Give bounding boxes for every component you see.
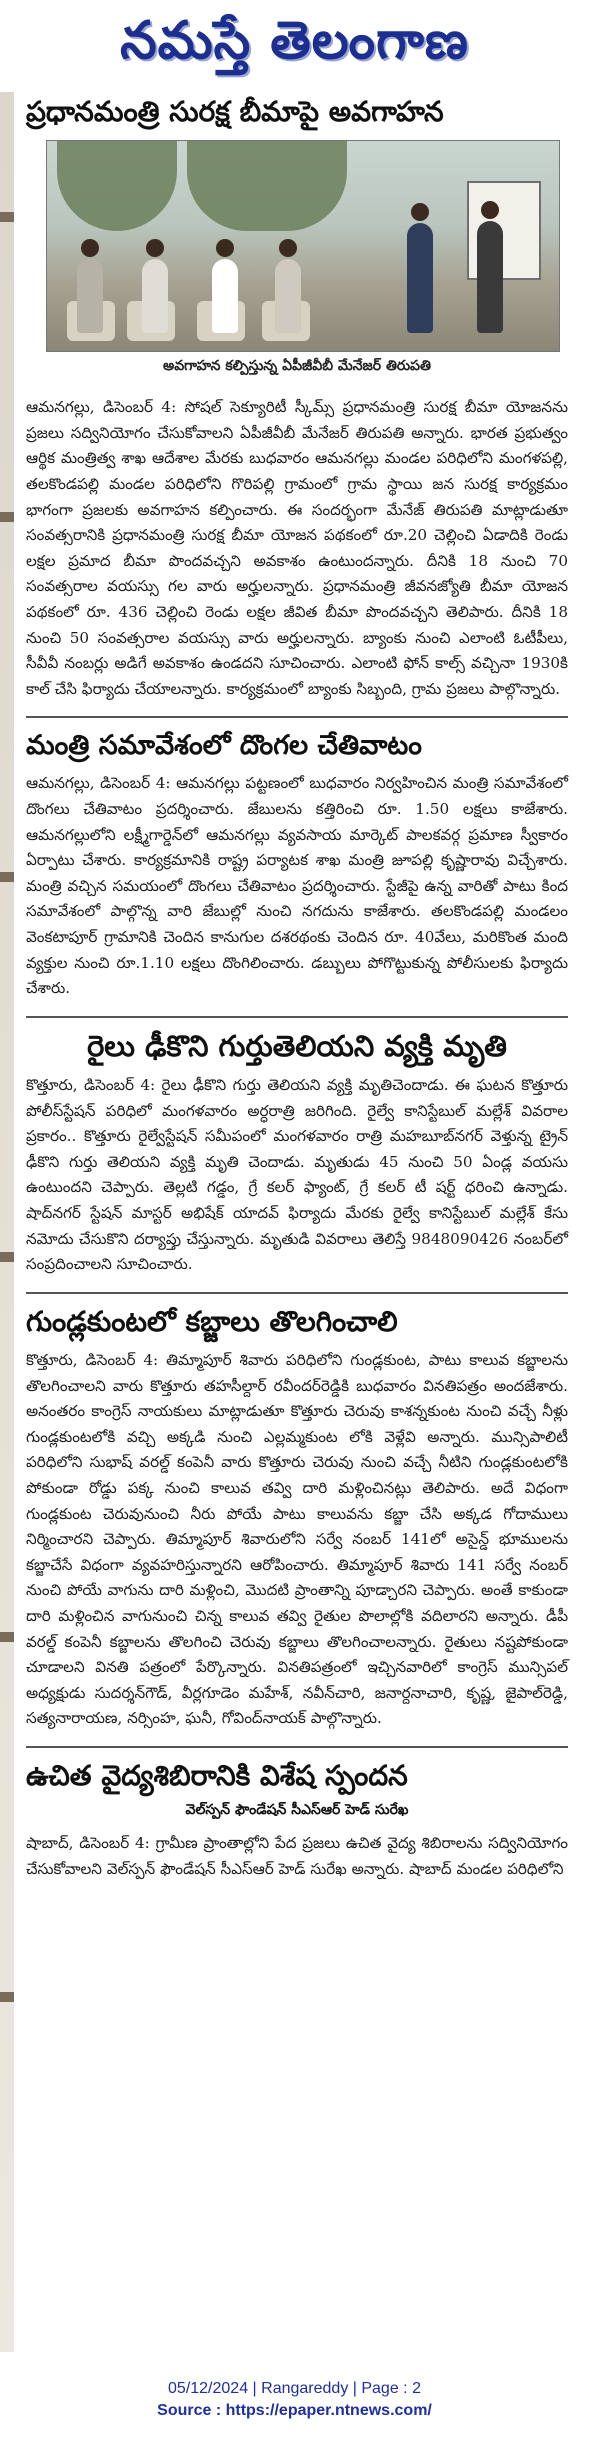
article-body: ఆమనగల్లు, డిసెంబర్ 4: సోషల్ సెక్యూరిటీ స్కీమ్స్ ప్రధానమంత్రి సురక్ష బీమా యోజనను ప్రజలు సద్వినియోగం చేసుకోవాలని ఏపీజీవీబీ మేనేజర్ తిరుపతి అన్నారు. భారత ప్రభుత్వం ఆర్థిక మంత్రిత్వ శాఖ ఆదేశాల మేరకు బుధవారం ఆమనగల్లు మండల పరిధిలోని మంగళపల్లి, తలకొండపల్లి మండల పరిధిలోని గొరిపల్లి గ్రామంలో గ్రామ స్థాయి జన సురక్ష కార్యక్రమం భాగంగా ప్రజలకు అవగాహన కల్పించారు. ఈ సందర్భంగా మేనేజ్ తిరుపతి మాట్లాడుతూ సంవత్సరానికి ప్రధానమంత్రి సురక్ష బీమా యోజన పథకంలో రూ.20 చెల్లించి ఏడాదికి రెండు లక్షల ప్రమాద బీమా పొందవచ్చని అవకాశం ఉంటుందన్నారు. దీనికి 18 నుంచి 70 సంవత్సరాల వయస్సు గల వారు అర్హులన్నారు. ప్రధానమంత్రి జీవనజ్యోతి బీమా యోజన పథకంలో రూ. 436 చెల్లించి రెండు లక్షల జీవిత బీమా పొందవచ్చని తెలిపారు. దీనికి 18 నుంచి 50 సంవత్సరాల వయస్సు వారు అర్హులన్నారు. బ్యాంకు నుంచి ఎలాంటి ఓటీపీలు, సీవీవీ నంబర్లు అడిగే అవకాశం ఉండదని సూచించారు. ఎలాంటి ఫోన్ కాల్స్ వచ్చినా 1930కి కాల్ చేసి ఫిర్యాదు చేయాలన్నారు. కార్యక్రమంలో బ్యాంకు సిబ్బంది, గ్రామ ప్రజలు పాల్గొన్నారు. bbox=[26, 398, 568, 698]
article-headline: ఉచిత వైద్యశిబిరానికి విశేష స్పందన bbox=[26, 1758, 408, 1792]
seated-person bbox=[142, 259, 168, 333]
article-encroachment-removal bbox=[26, 1306, 568, 1732]
standing-person bbox=[407, 223, 433, 333]
person-head bbox=[279, 239, 297, 257]
article-byline: వెల్‌స్పన్ ఫౌండేషన్ సీఎస్‌ఆర్ హెడ్ సురేఖ bbox=[185, 1802, 409, 1819]
article-train-death bbox=[26, 1030, 568, 1278]
strip-mark bbox=[0, 212, 14, 222]
divider bbox=[26, 1016, 568, 1018]
divider bbox=[26, 1292, 568, 1294]
edition-info: 05/12/2024 | Rangareddy | Page : 2 bbox=[168, 2380, 421, 2397]
article-headline: ప్రధానమంత్రి సురక్ష బీమాపై అవగాహన bbox=[26, 95, 444, 128]
article-headline: రైలు ఢీకొని గుర్తుతెలియని వ్యక్తి మృతి bbox=[87, 1028, 507, 1063]
tree-shape bbox=[187, 141, 347, 231]
strip-mark bbox=[0, 512, 14, 522]
strip-mark bbox=[0, 1252, 14, 1262]
divider bbox=[26, 1746, 568, 1748]
person-head bbox=[216, 239, 234, 257]
tree-shape bbox=[57, 141, 177, 231]
article-column bbox=[26, 96, 568, 1882]
article-headline: మంత్రి సమావేశంలో దొంగల చేతివాటం bbox=[26, 730, 422, 762]
strip-mark bbox=[0, 872, 14, 882]
person-head bbox=[411, 203, 429, 221]
strip-mark bbox=[0, 1632, 14, 1642]
article-body: ఆమనగల్లు, డిసెంబర్ 4: ఆమనగల్లు పట్టణంలో బుధవారం నిర్వహించిన మంత్రి సమావేశంలో దొంగలు చేతివాటం ప్రదర్శించారు. జేబులను కత్తిరించి రూ. 1.50 లక్షలు కాజేశారు. ఆమనగల్లులోని లక్ష్మీగార్డెన్‌లో ఆమనగల్లు వ్యవసాయ మార్కెట్ పాలకవర్గ ప్రమాణ స్వీకారం ఏర్పాటు చేశారు. కార్యక్రమానికి రాష్ట్ర పర్యాటక శాఖ మంత్రి జూపల్లి కృష్ణారావు విచ్చేశారు. మంత్రి వచ్చిన సమయంలో దొంగలు చేతివాటం ప్రదర్శించారు. స్టేజీపై ఉన్న వారితో పాటు కింద సమావేశంలో పాల్గొన్న వారి జేబుల్లో నుంచి నగదును కాజేశారు. తలకొండపల్లి మండలం వెంకటాపూర్ గ్రామానికి చెందిన కానుగుల దశరథంకు చెందిన రూ. 40వేలు, మరికొంత మంది వ్యక్తుల నుంచి రూ.1.10 లక్షలు దొంగిలించారు. డబ్బులు పోగొట్టుకున్న పోలీసులకు ఫిర్యాదు చేశారు. bbox=[26, 774, 568, 998]
adjacent-page-strip bbox=[0, 92, 14, 2352]
person-head bbox=[146, 239, 164, 257]
article-photo bbox=[46, 140, 560, 352]
seated-person bbox=[77, 259, 103, 333]
article-medical-camp bbox=[26, 1760, 568, 1882]
article-body: షాబాద్, డిసెంబర్ 4: గ్రామీణ ప్రాంతాల్లోని పేద ప్రజలు ఉచిత వైద్య శిబిరాలను సద్వినియోగం చేసుకోవాలని వెల్‌స్పన్ ఫౌండేషన్ సీఎస్‌ఆర్ హెడ్ సురేఖ అన్నారు. షాబాద్ మండల పరిధిలోని bbox=[26, 1834, 568, 1878]
standing-person bbox=[477, 221, 503, 333]
seated-person bbox=[212, 259, 238, 333]
source-link[interactable]: Source : https://epaper.ntnews.com/ bbox=[157, 2402, 432, 2419]
article-body: కొత్తూరు, డిసెంబర్ 4: రైలు ఢీకొని గుర్తు తెలియని వ్యక్తి మృతిచెందాడు. ఈ ఘటన కొత్తూరు పోలీస్‌స్టేషన్ పరిధిలో మంగళవారం అర్ధరాత్రి జరిగింది. రైల్వే కానిస్టేబుల్ మల్లేశ్ వివరాల ప్రకారం.. కొత్తూరు రైల్వేస్టేషన్ సమీపంలో మంగళవారం రాత్రి మహబూబ్‌నగర్ వెళ్తున్న ట్రైన్ ఢీకొని గుర్తు తెలియని వ్యక్తి మృతి చెందాడు. మృతుడు 45 నుంచి 50 ఏండ్ల వయసు ఉంటుందని చెప్పారు. తెల్లటి గడ్డం, గ్రే కలర్ ఫ్యాంట్, గ్రే కలర్ టీ షర్ట్ ధరించి ఉన్నాడు. షాద్‌నగర్ స్టేషన్ మాస్టర్ అభిషేక్ యాదవ్ ఫిర్యాదు మేరకు రైల్వే కానిస్టేబుల్ మల్లేశ్ కేసు నమోదు చేసుకొని దర్యాప్తు చేస్తున్నారు. మృతుడి వివరాలు తెలిస్తే 9848090426 నంబర్‌లో సంప్రదించాలని సూచించారు. bbox=[26, 1076, 568, 1274]
divider bbox=[26, 716, 568, 718]
article-body: కొత్తూరు, డిసెంబర్ 4: తిమ్మాపూర్ శివారు పరిధిలోని గుండ్లకుంట, పాటు కాలువ కబ్జాలను తొలగించాలని వారు కొత్తూరు తహసీల్దార్ రవీందర్‌రెడ్డికి బుధవారం వినతిపత్రం అందజేశారు. అనంతరం కాంగ్రెస్ నాయకులు మాట్లాడుతూ కొత్తూరు చెరువు కాశన్నకుంట నుంచి వచ్చే నీళ్లు గుండ్లకుంటలోకి వచ్చి అక్కడి నుంచి ఎల్లమ్మకుంట లోకి వెళ్లేవి అన్నారు. మున్సిపాలిటీ పరిధిలోని సుభాష్ వరల్డ్ కంపెనీ వారు కొత్తూరు చెరువు నుంచి వచ్చే నీటిని గుండ్లకుంటలోకి పోకుండా రోడ్డు పక్క నుంచి కాలువ తవ్వి దారి మళ్లించినట్లు తెలిపారు. అదే విధంగా గుండ్లకుంట చెరువునుంచి నీరు పోయే పాటు కాలువను కబ్జా చేసి అక్కడ గోదాములు నిర్మించారని చెప్పారు. తిమ్మాపూర్ శివారులోని సర్వే నంబర్ 141లో అసైన్డ్ భూములను కబ్జాచేసే విధంగా వ్యవహరిస్తున్నారని ఆరోపించారు. తిమ్మాపూర్ శివారు 141 సర్వే నంబర్ నుంచి పోయే వాగును దారి మళ్లించి, మొదటి ప్రాంతాన్ని పూడ్చారని చెప్పారు. అంతే కాకుండా దారి మళ్లించిన వాగునుంచి చిన్న కాలువ తవ్వి రైతుల పొలాల్లోకి వదిలారని అన్నారు. డీపీ వరల్డ్ కంపెనీ కబ్జాలను తొలగించి చెరువు కబ్జాలు తొలగించాలన్నారు. రైతులు నష్టపోకుండా చూడాలని వినతి పత్రంలో పేర్కొన్నారు. వినతిపత్రంలో ఇచ్చినవారిలో కాంగ్రెస్ మున్సిపల్ అధ్యక్షుడు సుదర్శన్‌గౌడ్, వీర్లగూడెం మహేశ్, నవీన్‌చారి, జనార్దనాచారి, కృష్ణ, జైపాల్‌రెడ్డి, సత్యనారాయణ, నర్సింహ, ఘనీ, గోవింద్‌నాయక్ పాల్గొన్నారు. bbox=[26, 1350, 568, 1728]
strip-mark bbox=[0, 1992, 14, 2002]
page-footer bbox=[0, 2378, 589, 2422]
seated-person bbox=[275, 259, 301, 333]
person-head bbox=[81, 239, 99, 257]
article-insurance-awareness bbox=[26, 96, 568, 702]
masthead bbox=[0, 0, 589, 86]
article-theft-at-meeting bbox=[26, 730, 568, 1001]
article-headline: గుండ్లకుంటలో కబ్జాలు తొలగించాలి bbox=[26, 1304, 398, 1338]
masthead-title: నమస్తే తెలంగాణ bbox=[120, 10, 469, 71]
photo-caption: అవగాహన కల్పిస్తున్న ఏపీజీవీబీ మేనేజర్ తిరుపతి bbox=[163, 358, 431, 375]
